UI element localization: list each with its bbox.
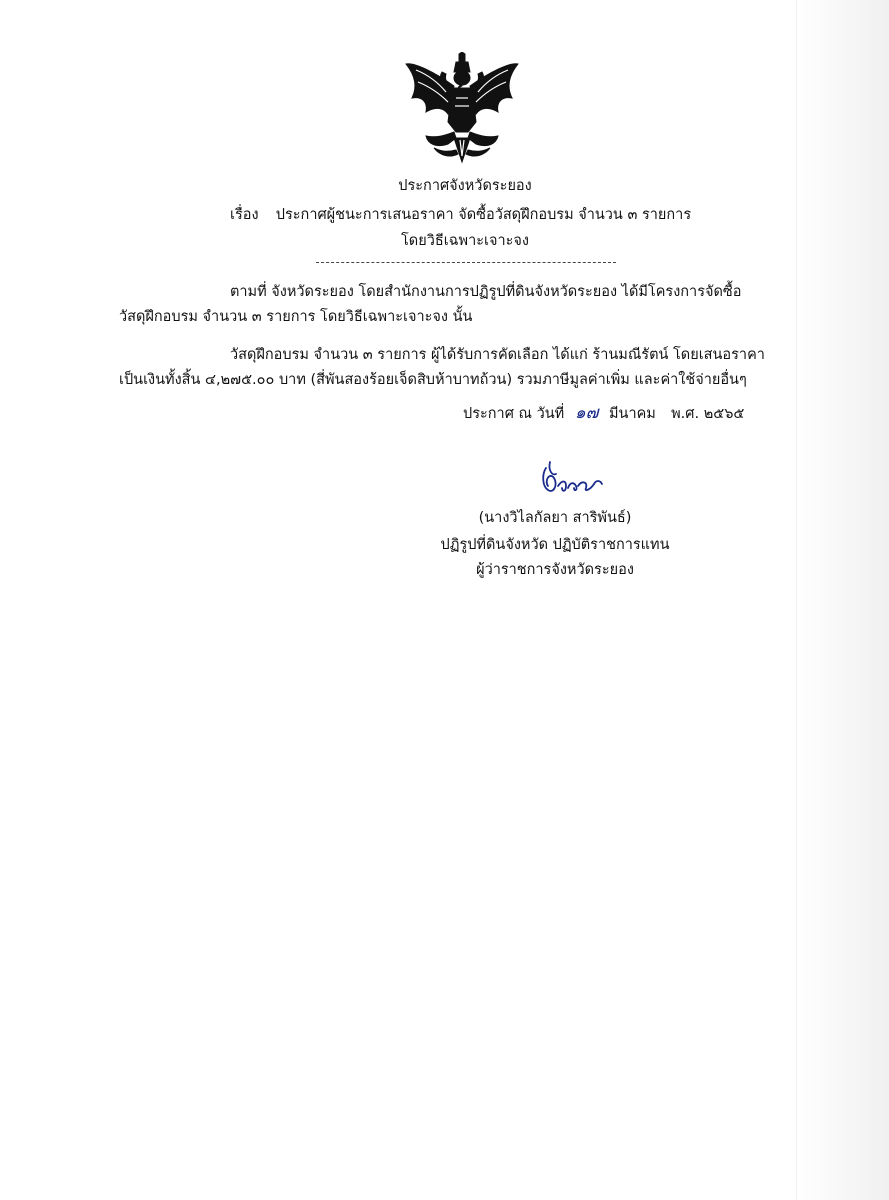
procurement-method: โดยวิธีเฉพาะเจาะจง [401, 233, 529, 249]
date-prefix: ประกาศ ณ วันที่ [463, 406, 565, 422]
announcement-date [463, 403, 744, 424]
subject-text: ประกาศผู้ชนะการเสนอราคา จัดซื้อวัสดุฝึกอบรม จำนวน ๓ รายการ [275, 207, 692, 223]
header-divider [316, 262, 616, 263]
paragraph-2-line-2: เป็นเงินทั้งสิ้น ๔,๒๗๕.๐๐ บาท (สี่พันสองร้อยเจ็ดสิบห้าบาทถ้วน) รวมภาษีมูลค่าเพิ่ม และค่าใช้จ่ายอื่นๆ [119, 372, 747, 388]
signer-position: ปฏิรูปที่ดินจังหวัด ปฏิบัติราชการแทน [440, 537, 670, 553]
announcement-title: ประกาศจังหวัดระยอง [398, 178, 532, 194]
signer-name: (นางวิไลกัลยา สาริพันธ์) [478, 510, 632, 526]
subject-prefix: เรื่อง [230, 207, 259, 223]
signer-authority: ผู้ว่าราชการจังหวัดระยอง [476, 562, 634, 578]
date-month: มีนาคม [609, 406, 656, 422]
handwritten-signature [536, 460, 606, 502]
date-era: พ.ศ. [671, 406, 700, 422]
paragraph-1-line-1: ตามที่ จังหวัดระยอง โดยสำนักงานการปฏิรูปที่ดินจังหวัดระยอง ได้มีโครงการจัดซื้อ [230, 284, 742, 300]
date-year: ๒๕๖๕ [703, 406, 745, 422]
paragraph-1-line-2: วัสดุฝึกอบรม จำนวน ๓ รายการ โดยวิธีเฉพาะเจาะจง นั้น [119, 309, 473, 325]
paragraph-2-line-1: วัสดุฝึกอบรม จำนวน ๓ รายการ ผู้ได้รับการคัดเลือก ได้แก่ ร้านมณีรัตน์ โดยเสนอราคา [230, 347, 765, 363]
scan-edge-shadow [794, 0, 889, 1200]
subject-line [230, 205, 691, 225]
garuda-emblem [404, 52, 520, 164]
date-day: ๑๗ [574, 403, 599, 423]
scan-edge-line [796, 0, 797, 1200]
